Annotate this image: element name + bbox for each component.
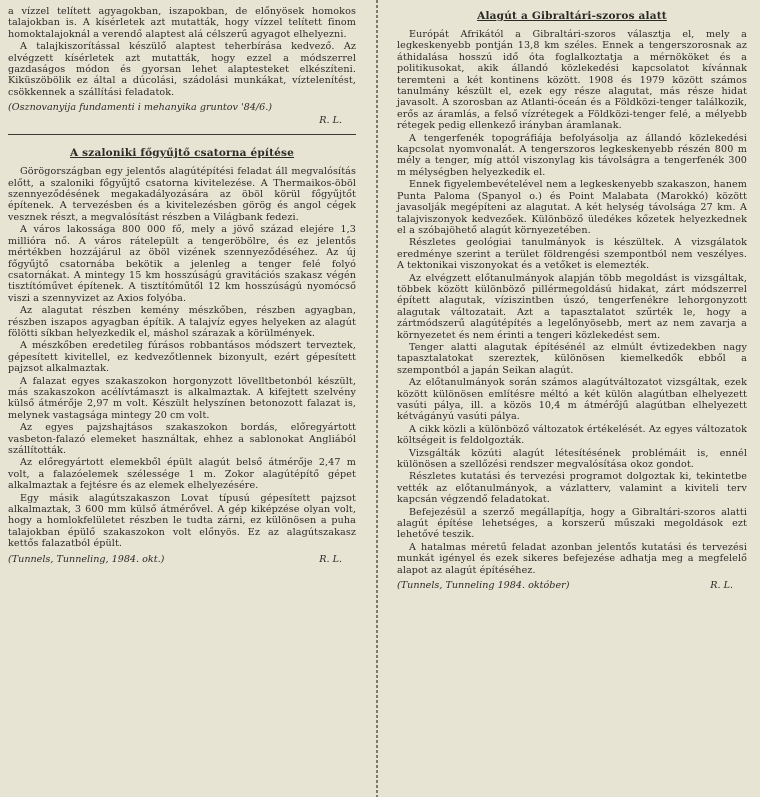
article-paragraph: A falazat egyes szakaszokon horgonyzott lövelltbetonból készült, más szakaszokon acélívtámaszt is alkalmaztak. A kifejtett szelvény külső átmérője 2,97 m volt. Készült helyszínen betonozott falazat is, melynek vastagsága mintegy 20 cm volt. xyxy=(8,375,356,421)
article-paragraph: Görögországban egy jelentős alagútépítési feladat áll megvalósítás előtt, a szaloniki főgyűjtő csatorna kivitelezése. A Thermaikos-öböl szennyeződésének megakadályozására az öböl körül főgyűjtőt építenek. A tervezésben és a kivitelezésben görög és angol cégek vesznek részt, a megvalósítást részben a Világbank fedezi. xyxy=(8,166,356,223)
column-divider xyxy=(376,0,378,797)
article-paragraph: A mészkőben eredetileg fúrásos robbantásos módszert terveztek, gépesített kivitellel, ez kedvezőtlennek bizonyult, ezért gépesített pajzsot alkalmaztak. xyxy=(8,340,356,375)
article-paragraph: Az alagutat részben kemény mészkőben, részben agyagban, részben iszapos agyagban építik. A talajvíz egyes helyeken az alagút fölötti síkban helyezkedik el, máshol szárazak a körülmények. xyxy=(8,305,356,339)
article-paragraph: Az elvégzett előtanulmányok alapján több megoldást is vizsgáltak, többek között különböző pillérmegoldású hidakat, zárt módszerrel épített alagutak, víziszintben úszó, tengerfenékre lehorgonyzott alagutak változatait. Azt a tapasztalatot szűrték le, hogy a zártmódszerű alagútépítés a legelőnyösebb, mert az nem zavarja a környezetet és nem érinti a tengeri közlekedést sem. xyxy=(397,272,747,341)
article-paragraph: A cikk közli a különböző változatok értékelését. Az egyes változatok költségeit is feldolgozták. xyxy=(397,423,747,447)
citation-row xyxy=(8,554,356,565)
citation-row xyxy=(397,580,747,591)
source-citation: (Tunnels, Tunneling 1984. október) xyxy=(397,580,570,592)
article-paragraph: Tenger alatti alagutak építésénél az elmúlt évtizedekben nagy tapasztalatokat szereztek, különösen kiemelkedők ebből a szempontból a japán Seikan alagút. xyxy=(397,341,747,376)
article-paragraph: Befejezésül a szerző megállapítja, hogy a Gibraltári-szoros alatti alagút építése lehetséges, a korszerű műszaki megoldások ezt lehetővé teszik. xyxy=(397,506,747,541)
article-paragraph: Ennek figyelembevételével nem a legkeskenyebb szakaszon, hanem Punta Paloma (Spanyol o.) és Point Malabata (Marokkó) között javasolják megépíteni az alagutat. A két helység távolsága 27 km. A talajviszonyok kedvezőek. Különböző üledékes kőzetek helyezkednek el a szóbajöhető alagút környezetében. xyxy=(397,179,747,236)
source-citation: (Tunnels, Tunneling, 1984. okt.) xyxy=(8,553,165,565)
right-column xyxy=(397,0,747,797)
author-signature: R. L. xyxy=(319,553,342,565)
intro-paragraph: a vízzel telített agyagokban, iszapokban, de előnyösek homokos talajokban is. A kísérletek azt mutatták, hogy vízzel telített finom homoktalajoknál a verendő alaptest alá célszerű agyagot elhelyezni. xyxy=(8,6,356,40)
article-paragraph: A hatalmas méretű feladat azonban jelentős kutatási és tervezési munkát igényel és ezek sikeres befejezése adhatja meg a megfelelő alapot az alagút építéséhez. xyxy=(397,541,747,576)
article-paragraph: Vizsgálták közúti alagút létesítésének problémáit is, ennél különösen a szellőzési rendszer megvalósítása okoz gondot. xyxy=(397,447,747,471)
article-title: A szaloniki főgyűjtő csatorna építése xyxy=(69,147,295,160)
left-column xyxy=(8,0,356,797)
author-signature: R. L. xyxy=(710,580,733,592)
article-paragraph: Az előregyártott elemekből épült alagút belső átmérője 2,47 m volt, a falazóelemek szélessége 1 m. Zokor alagútépítő gépet alkalmaztak a fejtésre és az elemek elhelyezésére. xyxy=(8,457,356,492)
article-paragraph: Az egyes pajzshajtásos szakaszokon bordás, előregyártott vasbeton-falazó elemeket használtak, ehhez a sablonokat Angliából szállították. xyxy=(8,422,356,456)
section-divider xyxy=(8,134,356,135)
article-paragraph: A tengerfenék topográfiája befolyásolja az állandó közlekedési kapcsolat nyomvonalát. A tengerszoros legkeskenyebb részén 800 m mély a tenger, míg attól viszonylag kis távolságra a tengerfenék 300 m mélységben helyezkedik el. xyxy=(397,132,747,178)
intro-paragraph: A talajkiszorítással készülő alaptest teherbírása kedvező. Az elvégzett kísérletek azt mutatták, hogy ezzel a módszerrel gazdaságos módon és gyorsan lehet alaptesteket elkészíteni. Kiküszöbölik ez által a dúcolási, szádolási munkákat, víztelenítést, csökkennek a szállítási feladatok. xyxy=(8,41,356,98)
article-paragraph: A város lakossága 800 000 fő, mely a jövő század elejére 1,3 millióra nő. A város rátelepült a tengeröbölre, és ez jelentős mértékben hozzájárul az öböl vizének szennyeződéséhez. Az új főgyűjtő csatornába bekötik a jelenleg a tenger felé folyó csatornákat. A mintegy 15 km hosszúságú gravitációs szakasz végén tisztítóművet építenek. A tisztítóműtől 12 km hosszúságú nyomócső viszi a szennyvizet az Axios folyóba. xyxy=(8,224,356,304)
article-title: Alagút a Gibraltári-szoros alatt xyxy=(477,10,667,22)
article-paragraph: Az előtanulmányok során számos alagútváltozatot vizsgáltak, ezek között különösen említésre méltó a két külön alagútban elhelyezett vasúti pálya, ill. a közös 10,4 m átmérőjű alagútban elhelyezett kétvágányú vasúti pálya. xyxy=(397,377,747,423)
author-signature: R. L. xyxy=(319,115,342,127)
article-paragraph: Részletes kutatási és tervezési programot dolgoztak ki, tekintetbe vették az előtanulmányok, a vázlatterv, valamint a kiviteli terv kapcsán végzendő feladatokat. xyxy=(397,471,747,506)
source-citation: (Osznovanyija fundamenti i mehanyika gruntov '84/6.) xyxy=(8,102,272,114)
article-paragraph: Európát Afrikától a Gibraltári-szoros választja el, mely a legkeskenyebb pontján 13,8 km széles. Ennek a tengerszorosnak az áthidalása hosszú idő óta foglalkoztatja a mérnököket és a politikusokat, akik állandó közlekedési kapcsolatot kívánnak teremteni a két kontinens között. 1908 és 1979 között számos tanulmány készült el, ezek egy része alagutat, más része hidat javasolt. A szorosban az Atlanti-óceán és a Földközi-tenger találkozik, erős az áramlás, a felső vízrétegek a Földközi-tenger felé, a mélyebb rétegek pedig ellenkező irányban áramlanak. xyxy=(397,29,747,132)
article-paragraph: Egy másik alagútszakaszon Lovat típusú gépesített pajzsot alkalmaztak, 3 600 mm külső átmérővel. A gép kiképzése olyan volt, hogy a homlokfelületet részben le tudta zárni, ez különösen a puha talajokban épülő szakaszokon volt előnyös. Ez az alagútszakasz kettős falazatból épült. xyxy=(8,492,356,550)
article-paragraph: Részletes geológiai tanulmányok is készültek. A vizsgálatok eredménye szerint a terület földrengési szempontból nem veszélyes. A tektonikai viszonyokat és a vetőket is elemezték. xyxy=(397,237,747,272)
